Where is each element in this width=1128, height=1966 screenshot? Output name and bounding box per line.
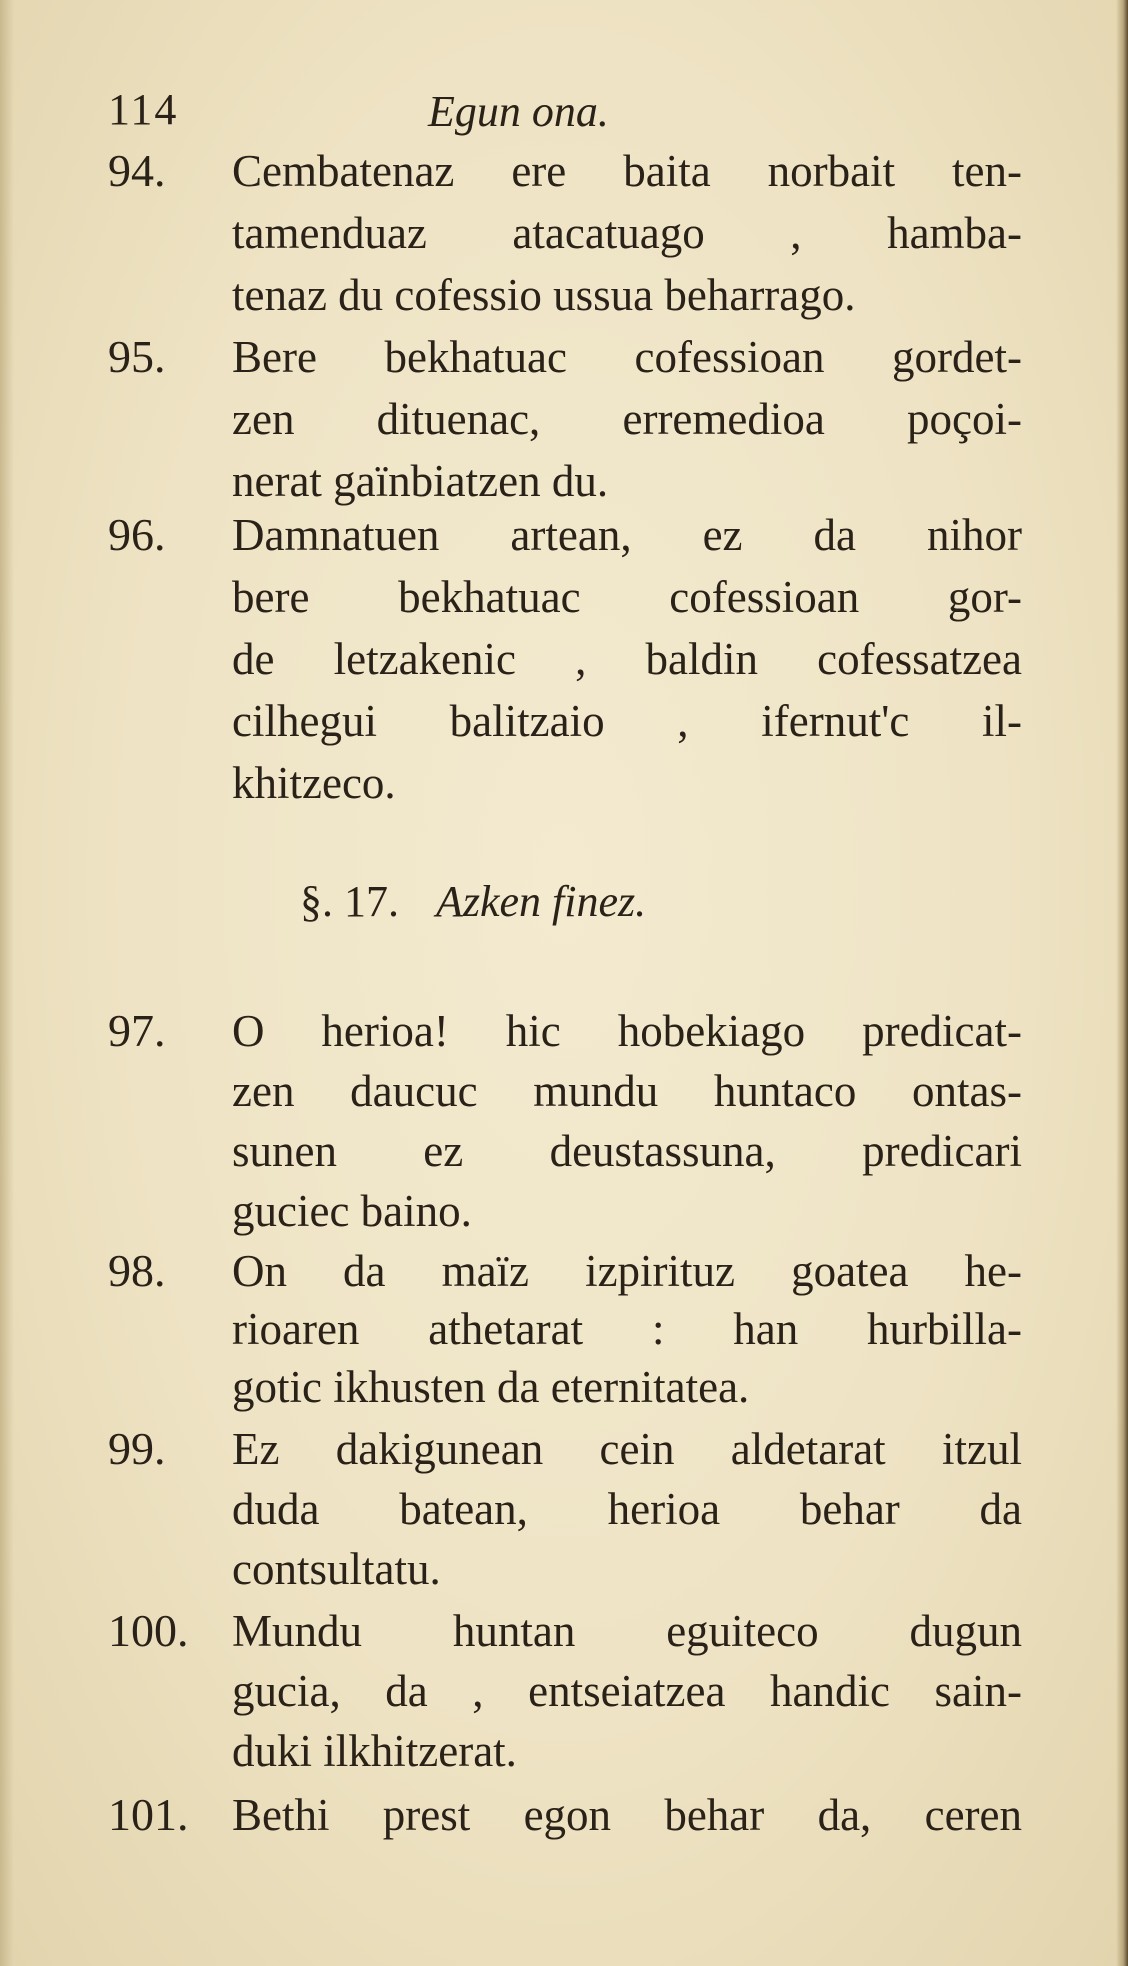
entry-number: 100. [108,1605,189,1656]
entry-line: cilhegui balitzaio , ifernut'c il- [232,696,1022,746]
entry-number: 98. [108,1245,166,1296]
page-number: 114 [108,85,179,134]
entry-line: zen daucuc mundu huntaco ontas- [232,1066,1022,1116]
entry-line: sunen ez deustassuna, predicari [232,1126,1022,1176]
entry-number: 97. [108,1005,166,1056]
entry-line: rioaren athetarat : han hurbilla- [232,1304,1022,1354]
entry-line: khitzeco. [232,758,396,808]
entry-line: tamenduaz atacatuago , hamba- [232,208,1022,258]
entry-line: Bere bekhatuac cofessioan gordet- [232,332,1022,382]
entry-96 [108,504,1038,820]
entry-line: contsultatu. [232,1544,441,1594]
entry-101 [108,1784,1038,1854]
entry-line: O herioa! hic hobekiago predicat- [232,1006,1022,1056]
entry-number: 99. [108,1423,166,1474]
entry-94 [108,140,1038,330]
entry-line: guciec baino. [232,1186,472,1236]
running-title: Egun ona. [428,87,609,136]
entry-number: 96. [108,509,166,560]
entry-100 [108,1600,1038,1790]
entry-98 [108,1240,1038,1430]
entry-line: Mundu huntan eguiteco dugun [232,1606,1022,1656]
entry-line: Cembatenaz ere baita norbait ten- [232,146,1022,196]
entry-number: 95. [108,331,166,382]
entry-line: Damnatuen artean, ez da nihor [232,510,1022,560]
page-header [108,84,1008,144]
entry-line: duda batean, herioa behar da [232,1484,1022,1534]
entry-95 [108,326,1038,516]
entry-line: gucia, da , entseiatzea handic sain- [232,1666,1022,1716]
section-number: §. 17. [300,877,399,926]
entry-number: 94. [108,145,166,196]
entry-line: bere bekhatuac cofessioan gor- [232,572,1022,622]
entry-line: Bethi prest egon behar da, ceren [232,1790,1022,1840]
entry-line: nerat gaïnbiatzen du. [232,456,609,506]
section-heading [300,876,646,927]
entry-line: gotic ikhusten da eternitatea. [232,1362,750,1412]
entry-99 [108,1418,1038,1608]
page-binding-edge [1116,0,1128,1966]
entry-97 [108,1000,1038,1252]
entry-line: duki ilkhitzerat. [232,1726,517,1776]
page-left-edge [0,0,14,1966]
entry-line: On da maïz izpirituz goatea he- [232,1246,1022,1296]
entry-line: tenaz du cofessio ussua beharrago. [232,270,856,320]
section-title: Azken finez. [436,877,647,926]
entry-number: 101. [108,1789,189,1840]
entry-line: Ez dakigunean cein aldetarat itzul [232,1424,1022,1474]
entry-line: zen dituenac, erremedioa poçoi- [232,394,1022,444]
entry-line: de letzakenic , baldin cofessatzea [232,634,1022,684]
